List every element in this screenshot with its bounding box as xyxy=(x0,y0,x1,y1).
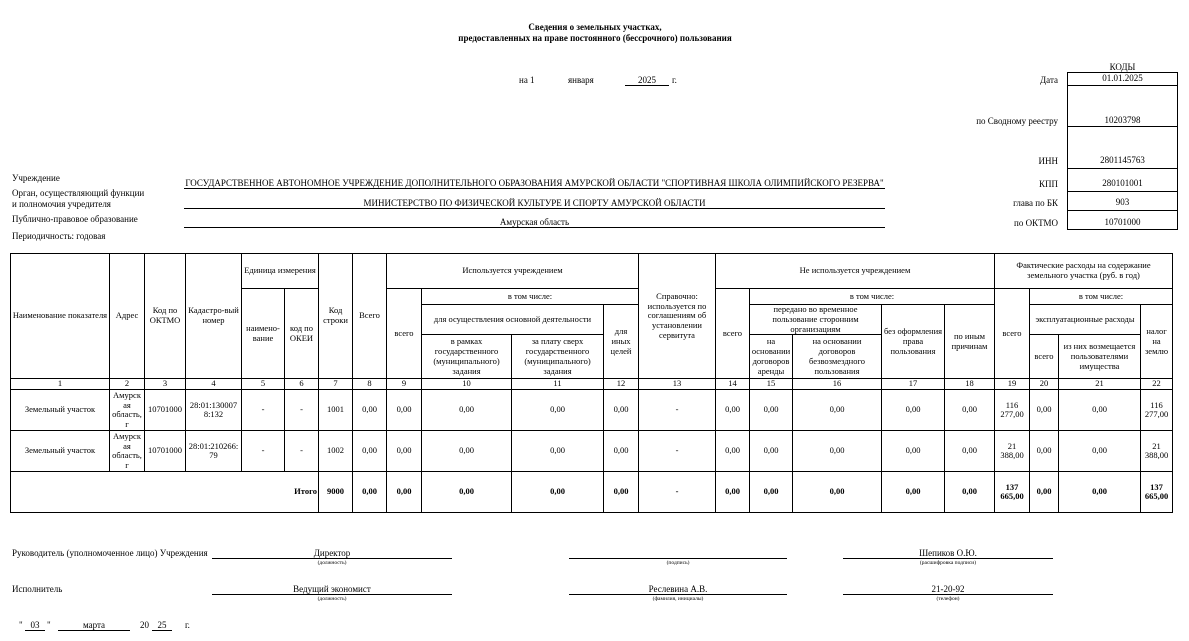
title-line-1: Сведения о земельных участках, xyxy=(528,22,662,32)
head-sign-hint: (подпись) xyxy=(666,560,690,566)
total-c21: 0,00 xyxy=(1059,472,1141,513)
codes-divider xyxy=(1067,85,1178,86)
date-year: 2025 xyxy=(625,75,669,86)
date-month: января xyxy=(568,75,594,85)
cell-c22: 116 277,00 xyxy=(1141,390,1173,431)
cell-name: Земельный участок xyxy=(11,390,110,431)
total-c8: 0,00 xyxy=(353,472,387,513)
exec-position: Ведущий экономист xyxy=(212,584,452,595)
date-prefix: на xyxy=(519,75,528,85)
cell-c19: 21 388,00 xyxy=(995,431,1030,472)
cell-c13: - xyxy=(639,390,716,431)
h-used-total: всего xyxy=(387,289,422,379)
cell-unit-code: - xyxy=(285,390,319,431)
cell-cadastral: 28:01:130007 8:132 xyxy=(186,390,242,431)
cell-unit-name: - xyxy=(242,390,285,431)
h-unit-code: код по ОКЕИ xyxy=(285,289,319,379)
total-c16: 0,00 xyxy=(793,472,882,513)
h-used: Используется учреждением xyxy=(387,254,639,289)
codes-divider xyxy=(1067,126,1178,127)
h-address: Адрес xyxy=(110,254,145,379)
code-oktmo-value: 10701000 xyxy=(1104,217,1141,227)
h-lease: на основании договоров аренды xyxy=(750,335,793,379)
total-c20: 0,00 xyxy=(1030,472,1059,513)
code-bk-value: 903 xyxy=(1115,197,1130,207)
column-number-12: 12 xyxy=(604,379,639,390)
column-number-22: 22 xyxy=(1141,379,1173,390)
cell-c16: 0,00 xyxy=(793,390,882,431)
total-c12: 0,00 xyxy=(604,472,639,513)
sign-date-day: 03 xyxy=(25,620,45,631)
title-line-2: предоставленных на праве постоянного (бессрочного) пользования xyxy=(458,33,732,43)
code-date-label: Дата xyxy=(1040,75,1058,85)
h-paid: за плату сверх государственного (муниципального) задания xyxy=(512,335,604,379)
date-suffix: г. xyxy=(672,75,677,85)
h-other-reasons: по иным причинам xyxy=(945,305,995,379)
h-cadastral: Кадастро-вый номер xyxy=(186,254,242,379)
cell-c13: - xyxy=(639,431,716,472)
total-c9: 0,00 xyxy=(387,472,422,513)
code-bk-label: глава по БК xyxy=(1013,198,1058,208)
founder-label-1: Орган, осуществляющий функции xyxy=(12,188,145,198)
sign-date-suffix: г. xyxy=(185,620,190,630)
cell-c18: 0,00 xyxy=(945,431,995,472)
cell-c20: 0,00 xyxy=(1030,390,1059,431)
cell-address: Амурск ая область, г xyxy=(110,390,145,431)
total-c17: 0,00 xyxy=(882,472,945,513)
column-number-9: 9 xyxy=(387,379,422,390)
sign-date-month: марта xyxy=(58,620,130,631)
head-position-hint: (должность) xyxy=(317,560,347,566)
cell-c14: 0,00 xyxy=(716,431,750,472)
land-plots-table xyxy=(10,253,1173,513)
cell-c15: 0,00 xyxy=(750,431,793,472)
table-row xyxy=(11,390,1173,431)
h-main-activity: для осуществления основной деятельности xyxy=(422,305,604,335)
h-no-rights: без оформления права пользования xyxy=(882,305,945,379)
column-number-15: 15 xyxy=(750,379,793,390)
cell-c14: 0,00 xyxy=(716,390,750,431)
code-date-value: 01.01.2025 xyxy=(1102,73,1143,83)
h-free: на основании договоров безвозмездного пользования xyxy=(793,335,882,379)
column-number-16: 16 xyxy=(793,379,882,390)
h-op-total: всего xyxy=(1030,335,1059,379)
exec-position-hint: (должность) xyxy=(317,596,347,602)
cell-c12: 0,00 xyxy=(604,431,639,472)
column-number-1: 1 xyxy=(11,379,110,390)
total-c10: 0,00 xyxy=(422,472,512,513)
page-title xyxy=(380,22,810,44)
cell-c10: 0,00 xyxy=(422,431,512,472)
head-name-hint: (расшифровка подписи) xyxy=(919,560,977,566)
head-position: Директор xyxy=(212,548,452,559)
column-number-2: 2 xyxy=(110,379,145,390)
cell-c17: 0,00 xyxy=(882,390,945,431)
head-name: Шепиков О.Ю. xyxy=(843,548,1053,559)
cell-oktmo: 10701000 xyxy=(145,431,186,472)
cell-c21: 0,00 xyxy=(1059,431,1141,472)
sign-date-year: 25 xyxy=(152,620,172,631)
cell-c8: 0,00 xyxy=(353,390,387,431)
cell-c8: 0,00 xyxy=(353,431,387,472)
cell-cadastral: 28:01:210266: 79 xyxy=(186,431,242,472)
column-number-11: 11 xyxy=(512,379,604,390)
cell-c12: 0,00 xyxy=(604,390,639,431)
code-kpp-value: 280101001 xyxy=(1102,178,1143,188)
date-day: 1 xyxy=(530,75,535,85)
h-unit-name: наимено-вание xyxy=(242,289,285,379)
cell-c20: 0,00 xyxy=(1030,431,1059,472)
column-number-3: 3 xyxy=(145,379,186,390)
cell-code: 1002 xyxy=(319,431,353,472)
h-incl: в том числе: xyxy=(422,289,639,305)
total-code: 9000 xyxy=(319,472,353,513)
head-signature-line xyxy=(569,548,787,559)
h-temp-use: передано во временное пользование сторонним организациям xyxy=(750,305,882,335)
total-row xyxy=(11,472,1173,513)
cell-oktmo: 10701000 xyxy=(145,390,186,431)
cell-c10: 0,00 xyxy=(422,390,512,431)
code-registry-value: 10203798 xyxy=(1104,115,1141,125)
total-c13: - xyxy=(639,472,716,513)
exec-label: Исполнитель xyxy=(12,584,63,594)
exec-phone-hint: (телефон) xyxy=(936,596,960,602)
column-number-8: 8 xyxy=(353,379,387,390)
column-number-6: 6 xyxy=(285,379,319,390)
h-exp-incl: в том числе: xyxy=(1030,289,1173,305)
h-not-used: Не используется учреждением xyxy=(716,254,995,289)
cell-c9: 0,00 xyxy=(387,390,422,431)
column-number-10: 10 xyxy=(422,379,512,390)
h-servitude: Справочно: используется по соглашениям об установлении сервитута xyxy=(639,254,716,379)
total-c22: 137 665,00 xyxy=(1141,472,1173,513)
total-c18: 0,00 xyxy=(945,472,995,513)
exec-name-hint: (фамилия, инициалы) xyxy=(652,596,704,602)
column-number-21: 21 xyxy=(1059,379,1141,390)
cell-code: 1001 xyxy=(319,390,353,431)
code-kpp-label: КПП xyxy=(1038,179,1058,189)
column-number-4: 4 xyxy=(186,379,242,390)
total-c11: 0,00 xyxy=(512,472,604,513)
h-expenses: Фактические расходы на содержание земельного участка (руб. в год) xyxy=(995,254,1173,289)
code-inn-label: ИНН xyxy=(1038,156,1058,166)
h-other-goals: для иных целей xyxy=(604,305,639,379)
cell-c18: 0,00 xyxy=(945,390,995,431)
column-number-20: 20 xyxy=(1030,379,1059,390)
code-inn-value: 2801145763 xyxy=(1100,155,1145,165)
total-c15: 0,00 xyxy=(750,472,793,513)
head-label: Руководитель (уполномоченное лицо) Учреждения xyxy=(12,548,208,558)
cell-c17: 0,00 xyxy=(882,431,945,472)
periodicity: Периодичность: годовая xyxy=(12,231,106,241)
sign-date-quote-open: " xyxy=(19,620,23,630)
cell-name: Земельный участок xyxy=(11,431,110,472)
h-nu-total: всего xyxy=(716,289,750,379)
founder-label-2: и полномочия учредителя xyxy=(12,199,111,209)
table-row xyxy=(11,431,1173,472)
h-land-tax: налог на землю xyxy=(1141,305,1173,379)
h-exp-total: всего xyxy=(995,289,1030,379)
exec-name: Реслевина А.В. xyxy=(569,584,787,595)
total-label: Итого xyxy=(11,472,319,513)
column-number-13: 13 xyxy=(639,379,716,390)
column-number-14: 14 xyxy=(716,379,750,390)
institution-label: Учреждение xyxy=(12,173,60,183)
exec-phone: 21-20-92 xyxy=(843,584,1053,595)
h-oktmo: Код по ОКТМО xyxy=(145,254,186,379)
column-number-5: 5 xyxy=(242,379,285,390)
h-state-task: в рамках государственного (муниципального) задания xyxy=(422,335,512,379)
cell-c11: 0,00 xyxy=(512,390,604,431)
code-oktmo-label: по ОКТМО xyxy=(1014,218,1058,228)
codes-divider xyxy=(1067,191,1178,192)
cell-c15: 0,00 xyxy=(750,390,793,431)
column-number-17: 17 xyxy=(882,379,945,390)
total-c14: 0,00 xyxy=(716,472,750,513)
total-c19: 137 665,00 xyxy=(995,472,1030,513)
column-number-7: 7 xyxy=(319,379,353,390)
codes-divider xyxy=(1067,210,1178,211)
cell-c16: 0,00 xyxy=(793,431,882,472)
cell-c11: 0,00 xyxy=(512,431,604,472)
codes-divider xyxy=(1067,168,1178,169)
h-operating: эксплуатационные расходы xyxy=(1030,305,1141,335)
public-label: Публично-правовое образование xyxy=(12,214,138,224)
cell-c22: 21 388,00 xyxy=(1141,431,1173,472)
cell-c21: 0,00 xyxy=(1059,390,1141,431)
public-value: Амурская область xyxy=(184,217,885,228)
cell-c9: 0,00 xyxy=(387,431,422,472)
column-number-18: 18 xyxy=(945,379,995,390)
cell-address: Амурск ая область, г xyxy=(110,431,145,472)
codes-header: КОДЫ xyxy=(1109,62,1136,72)
h-unit: Единица измерения xyxy=(242,254,319,289)
column-number-19: 19 xyxy=(995,379,1030,390)
cell-c19: 116 277,00 xyxy=(995,390,1030,431)
founder-value: МИНИСТЕРСТВО ПО ФИЗИЧЕСКОЙ КУЛЬТУРЕ И СПОРТУ АМУРСКОЙ ОБЛАСТИ xyxy=(184,198,885,209)
h-name: Наименование показателя xyxy=(11,254,110,379)
column-numbers-row xyxy=(11,379,1173,390)
cell-unit-name: - xyxy=(242,431,285,472)
code-registry-label: по Сводному реестру xyxy=(976,116,1058,126)
cell-unit-code: - xyxy=(285,431,319,472)
h-row-code: Код строки xyxy=(319,254,353,379)
h-nu-incl: в том числе: xyxy=(750,289,995,305)
sign-date-year-prefix: 20 xyxy=(140,620,149,630)
h-total: Всего xyxy=(353,254,387,379)
institution-value: ГОСУДАРСТВЕННОЕ АВТОНОМНОЕ УЧРЕЖДЕНИЕ ДОПОЛНИТЕЛЬНОГО ОБРАЗОВАНИЯ АМУРСКОЙ ОБЛАСТИ "СПОРТИВНАЯ ШКОЛА ОЛИМПИЙСКОГО РЕЗЕРВА" xyxy=(185,178,884,188)
sign-date-quote-close: " xyxy=(47,620,51,630)
h-op-reimb: из них возмещается пользователями имущества xyxy=(1059,335,1141,379)
